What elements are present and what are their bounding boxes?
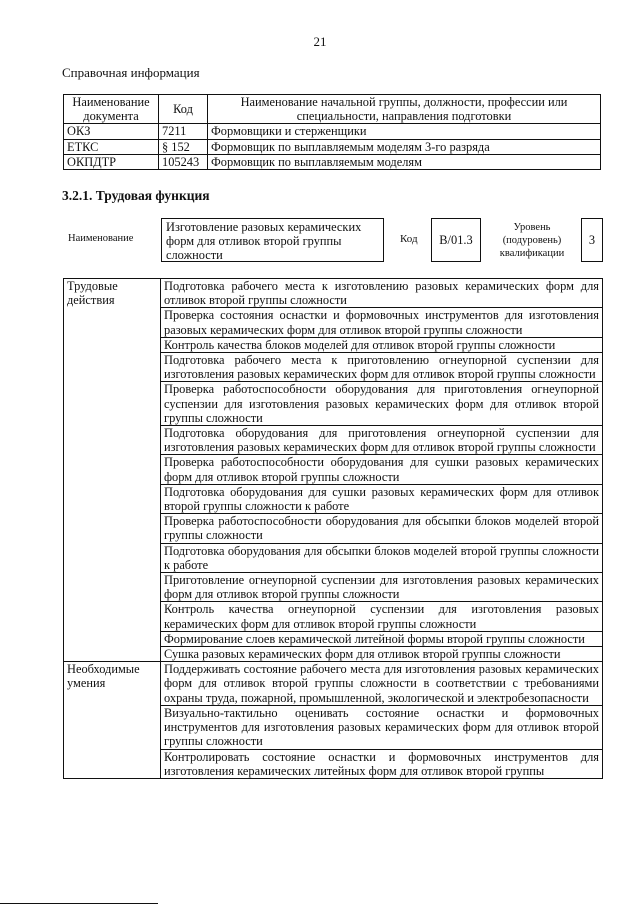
reference-row [64, 154, 601, 169]
labor-action-item: Приготовление огнеупорной суспензии для изготовления разовых керамических форм для отливок второй группы сложности [161, 573, 603, 602]
labor-actions-label: Трудовые действия [64, 279, 161, 662]
header-document: Наименование документа [64, 95, 159, 124]
labor-action-item: Формирование слоев керамической литейной формы второй группы сложности [161, 631, 603, 646]
qualification-level-value: 3 [581, 218, 603, 262]
skill-item: Визуально-тактильно оценивать состояние оснастки и формовочных инструментов для изготовления разовых керамических форм для отливок второй группы сложности [161, 705, 603, 749]
reference-code: § 152 [159, 139, 208, 154]
reference-heading: Справочная информация [62, 65, 200, 80]
labor-action-item: Подготовка оборудования для сушки разовых керамических форм для отливок второй группы сложности к работе [161, 484, 603, 513]
reference-row [64, 139, 601, 154]
labor-action-item: Контроль качества блоков моделей для отливок второй группы сложности [161, 337, 603, 352]
labor-action-item: Подготовка рабочего места к приготовлению огнеупорной суспензии для изготовления разовых керамических форм для отливок второй группы сложности [161, 353, 603, 382]
reference-document: ОКПДТР [64, 154, 159, 169]
header-code: Код [159, 95, 208, 124]
reference-table [63, 94, 601, 170]
footer-rule [0, 903, 158, 904]
section-heading: 3.2.1. Трудовая функция [62, 188, 210, 203]
table-row [64, 279, 603, 308]
labor-action-item: Проверка состояния оснастки и формовочных инструментов для изготовления разовых керамических форм для отливок второй группы сложности [161, 308, 603, 337]
reference-code: 105243 [159, 154, 208, 169]
required-skills-label: Необходимые умения [64, 662, 161, 779]
reference-name: Формовщики и стерженщики [208, 124, 601, 139]
labor-action-item: Проверка работоспособности оборудования для обсыпки блоков моделей второй группы сложности [161, 514, 603, 543]
page-number: 21 [313, 34, 327, 49]
reference-row [64, 124, 601, 139]
function-code-value: В/01.3 [431, 218, 481, 262]
reference-name: Формовщик по выплавляемым моделям 3-го разряда [208, 139, 601, 154]
labor-action-item: Сушка разовых керамических форм для отливок второй группы сложности [161, 647, 603, 662]
labor-action-item: Подготовка рабочего места к изготовлению разовых керамических форм для отливок второй группы сложности [161, 279, 603, 308]
qualification-level-label: Уровень (подуровень) квалификации [499, 222, 565, 259]
reference-document: ЕТКС [64, 139, 159, 154]
labor-action-item: Проверка работоспособности оборудования для приготовления огнеупорной суспензии для изготовления разовых керамических форм для отливок второй группы сложности [161, 382, 603, 426]
reference-code: 7211 [159, 124, 208, 139]
function-name-label: Наименование [68, 233, 134, 244]
table-row [64, 662, 603, 706]
function-name-value: Изготовление разовых керамических форм для отливок второй группы сложности [161, 218, 384, 262]
reference-name: Формовщик по выплавляемым моделям [208, 154, 601, 169]
skill-item: Поддерживать состояние рабочего места для изготовления разовых керамических форм для отливок второй группы сложности в соответствии с требованиями охраны труда, пожарной, промышленной, экологической и электробезопасности [161, 662, 603, 706]
function-table [63, 278, 603, 779]
labor-action-item: Проверка работоспособности оборудования для сушки разовых керамических форм для отливок второй группы сложности [161, 455, 603, 484]
labor-action-item: Подготовка оборудования для обсыпки блоков моделей второй группы сложности к работе [161, 543, 603, 572]
function-code-label: Код [400, 233, 418, 245]
labor-action-item: Подготовка оборудования для приготовления огнеупорной суспензии для изготовления разовых керамических форм для отливок второй группы сложности [161, 426, 603, 455]
reference-header-row [64, 95, 601, 124]
reference-document: ОКЗ [64, 124, 159, 139]
labor-action-item: Контроль качества огнеупорной суспензии для изготовления разовых керамических форм для отливок второй группы сложности [161, 602, 603, 631]
skill-item: Контролировать состояние оснастки и формовочных инструментов для изготовления керамических литейных форм для отливок второй группы [161, 749, 603, 778]
header-name: Наименование начальной группы, должности, профессии или специальности, направления подготовки [208, 95, 601, 124]
